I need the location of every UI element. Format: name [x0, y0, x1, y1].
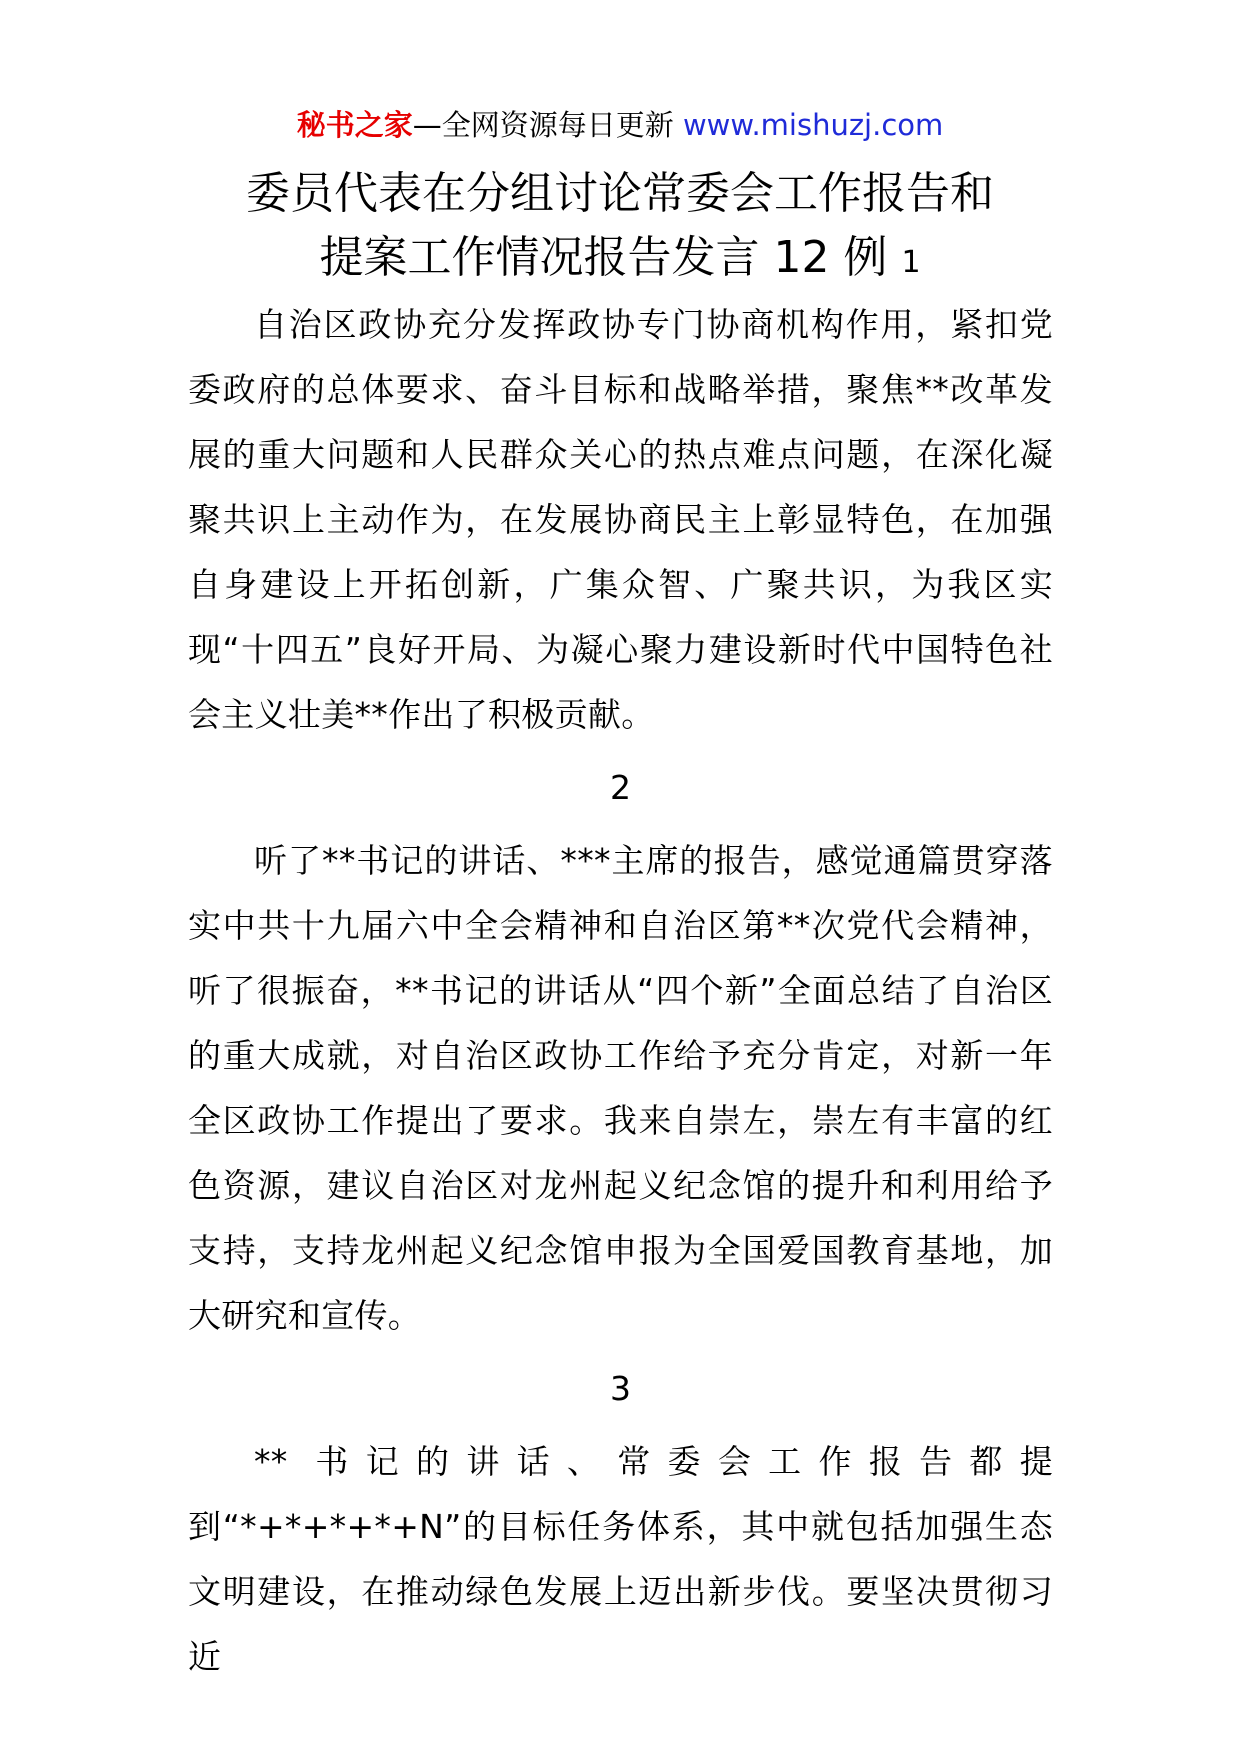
section-number-3: 3 — [610, 1369, 631, 1408]
section-1-paragraph: 自治区政协充分发挥政协专门协商机构作用，紧扣党委政府的总体要求、奋斗目标和战略举措，聚焦**改革发展的重大问题和人民群众关心的热点难点问题，在深化凝聚共识上主动作为，在发展协商民主上彰显特色，在加强自身建设上开拓创新，广集众智、广聚共识，为我区实现“十四五”良好开局、为凝心聚力建设新时代中国特色社会主义壮美**作出了积极贡献。 — [188, 305, 1053, 734]
site-header — [0, 104, 1240, 146]
site-tagline: —全网资源每日更新 — [412, 108, 683, 142]
section-number-1: 1 — [901, 245, 921, 280]
section-number-2: 2 — [610, 768, 631, 807]
document-title-line-2 — [0, 230, 1240, 291]
document-title-text: 提案工作情况报告发言 12 例 — [319, 232, 888, 283]
document-title-line-1: 委员代表在分组讨论常委会工作报告和 — [246, 168, 994, 219]
document-body — [188, 292, 1053, 1689]
site-url-link[interactable]: www.mishuzj.com — [682, 108, 944, 142]
section-3-paragraph: ** 书记的讲话、常委会工作报告都提到“*+*+*+*+N”的目标任务体系，其中就包括加强生态文明建设，在推动绿色发展上迈出新步伐。要坚决贯彻习近 — [188, 1442, 1053, 1676]
site-brand: 秘书之家 — [296, 108, 413, 142]
section-2-paragraph: 听了**书记的讲话、***主席的报告，感觉通篇贯穿落实中共十九届六中全会精神和自治区第**次党代会精神，听了很振奋，**书记的讲话从“四个新”全面总结了自治区的重大成就，对自治区政协工作给予充分肯定，对新一年全区政协工作提出了要求。我来自崇左，崇左有丰富的红色资源，建议自治区对龙州起义纪念馆的提升和利用给予支持，支持龙州起义纪念馆申报为全国爱国教育基地，加大研究和宣传。 — [188, 841, 1053, 1335]
